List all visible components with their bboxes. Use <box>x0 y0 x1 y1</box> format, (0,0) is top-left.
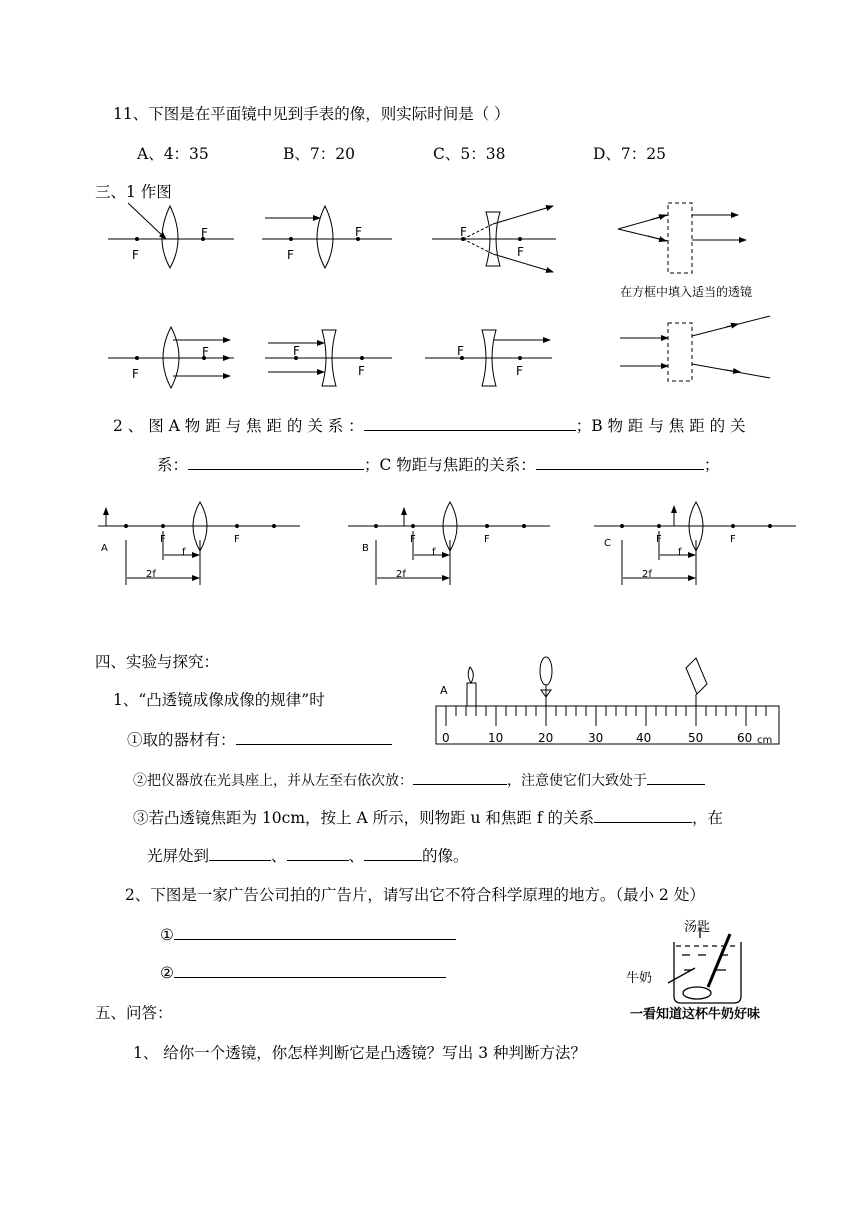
2f-label: 2f <box>396 569 406 580</box>
diagram-a-label: A <box>101 543 108 554</box>
section3-header: 三、1 作图 <box>95 183 172 201</box>
s4-item3: ③若凸透镜焦距为 10cm，按上 A 所示，则物距 u 和焦距 f 的关系 ，在 <box>133 809 724 827</box>
s4-q1-title: 1、“凸透镜成像成像的规律”时 <box>113 691 325 709</box>
diagram-c-label: C <box>604 538 611 549</box>
focus-label: F <box>132 248 139 262</box>
ruler-tick-10: 10 <box>488 731 504 745</box>
focus-label: F <box>517 245 524 259</box>
focus-label: F <box>457 344 464 358</box>
section4-header: 四、实验与探究： <box>95 653 220 671</box>
ruler-tick-40: 40 <box>636 731 652 745</box>
focus-label: F <box>234 534 240 545</box>
focus-label: F <box>410 534 416 545</box>
focus-label: F <box>201 226 208 240</box>
focus-label: F <box>160 534 166 545</box>
s4-answer-1: ① <box>160 925 456 945</box>
s3-q2-line2: 系： ；C 物距与焦距的关系： ； <box>157 456 720 474</box>
focus-label: F <box>656 534 662 545</box>
ad-caption: 一看知道这杯牛奶好味 <box>630 1007 761 1022</box>
ruler-tick-20: 20 <box>538 731 554 745</box>
focus-label: F <box>730 534 736 545</box>
q11-option-d: D、7：25 <box>593 145 667 163</box>
ruler-tick-30: 30 <box>588 731 604 745</box>
s5-q1: 1、 给你一个透镜，你怎样判断它是凸透镜？写出 3 种判断方法？ <box>133 1044 587 1062</box>
q11-option-b: B、7：20 <box>283 145 355 163</box>
f-label: f <box>432 547 436 558</box>
spoon-handle <box>708 934 730 987</box>
lens-box-note: 在方框中填入适当的透镜 <box>620 285 753 299</box>
q11-option-c: C、5：38 <box>433 145 506 163</box>
ruler-tick-0: 0 <box>442 731 450 745</box>
f-label: f <box>678 547 682 558</box>
focus-label: F <box>460 225 467 239</box>
ruler-unit: cm <box>757 735 773 746</box>
q11-stem: 11、下图是在平面镜中见到手表的像，则实际时间是（ ） <box>113 105 510 123</box>
2f-label: 2f <box>642 569 652 580</box>
ruler-tick-50: 50 <box>688 731 704 745</box>
s3-q2-line1: 2 、 图 A 物 距 与 焦 距 的 关 系 ： ；B 物 距 与 焦 距 的 关 <box>113 417 746 435</box>
focus-label: F <box>287 248 294 262</box>
focus-label: F <box>358 364 365 378</box>
spoon-bowl <box>683 987 711 999</box>
s4-item2: ②把仪器放在光具座上，并从左至右依次放： ，注意使它们大致处于 <box>133 770 705 791</box>
ad-milk-label: 牛奶 <box>626 971 653 986</box>
s4-q2: 2、下图是一家广告公司拍的广告片，请写出它不符合科学原理的地方。（最小 2 处） <box>125 886 705 904</box>
ad-spoon-label: 汤匙 <box>684 920 711 935</box>
ruler-tick-60: 60 <box>737 731 753 745</box>
s4-item1: ①取的器材有： <box>127 730 392 750</box>
2f-label: 2f <box>146 569 156 580</box>
bench-label-a: A <box>440 684 448 697</box>
focus-label: F <box>132 367 139 381</box>
focus-label: F <box>202 345 209 359</box>
focus-label: F <box>293 344 300 358</box>
s4-item4: 光屏处到 、 、 的像。 <box>147 847 469 865</box>
focus-label: F <box>484 534 490 545</box>
diagram-b-label: B <box>362 543 369 554</box>
focus-label: F <box>516 364 523 378</box>
cup <box>674 942 741 1003</box>
f-label: f <box>182 547 186 558</box>
section5-header: 五、问答： <box>95 1004 173 1022</box>
q11-option-a: A、4：35 <box>137 145 209 163</box>
focus-label: F <box>355 225 362 239</box>
s4-answer-2: ② <box>160 963 446 983</box>
